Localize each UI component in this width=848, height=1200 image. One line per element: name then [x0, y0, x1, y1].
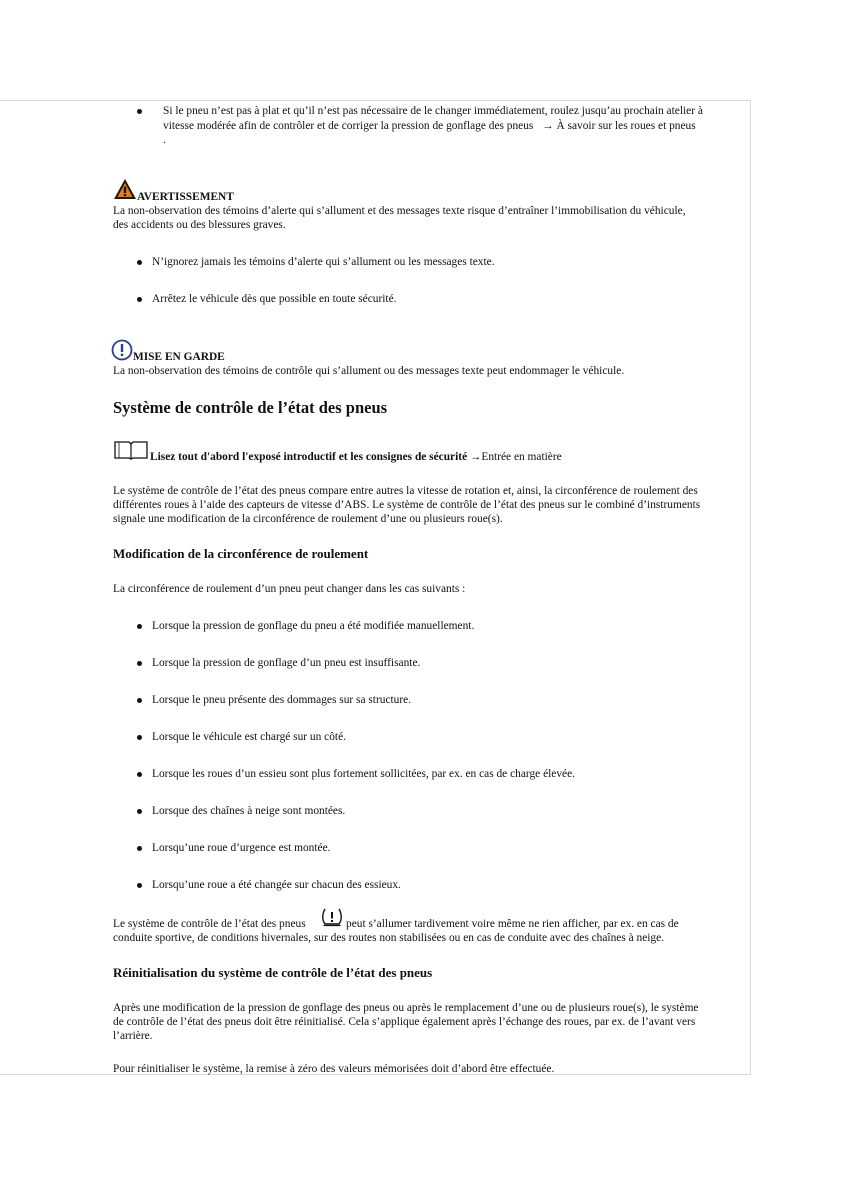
modification-bullet-text: Lorsque la pression de gonflage du pneu a été modifiée manuellement.	[152, 620, 475, 632]
modification-note-start: Le système de contrôle de l’état des pneus	[113, 918, 306, 930]
modification-bullet-text: Lorsque des chaînes à neige sont montées.	[152, 805, 346, 817]
warning-icon	[113, 178, 137, 200]
bullet-dot	[137, 109, 142, 114]
intro-bullet-line2	[163, 119, 696, 133]
caution-text: La non-observation des témoins de contrôle qui s’allument ou des messages texte peut endommager le véhicule.	[113, 365, 625, 377]
modification-bullet-text: Lorsque le véhicule est chargé sur un côté.	[152, 731, 346, 743]
read-first-text: Lisez tout d'abord l'exposé introductif et les consignes de sécurité	[150, 451, 468, 463]
bullet-dot	[137, 260, 142, 265]
bullet-dot	[137, 772, 142, 777]
section-heading: Système de contrôle de l’état des pneus	[113, 398, 388, 417]
bullet-dot	[137, 297, 142, 302]
bullet-dot	[137, 661, 142, 666]
bullet-dot	[137, 735, 142, 740]
bullet-dot	[137, 624, 142, 629]
caution-title: MISE EN GARDE	[133, 351, 225, 363]
section-intro-line2: différentes roues à l’aide des capteurs de vitesse d’ABS. Le système de contrôle de l’état des pneus sur le combiné d’instruments	[113, 499, 701, 511]
reset-para1-line3: l’arrière.	[113, 1030, 153, 1042]
read-first	[150, 450, 562, 464]
modification-note-end: peut s’allumer tardivement voire même ne rien afficher, par ex. en cas de	[346, 918, 679, 930]
warning-bullet-text: Arrêtez le véhicule dès que possible en toute sécurité.	[152, 293, 397, 305]
warning-title: AVERTISSEMENT	[137, 191, 234, 203]
warning-text-line2: des accidents ou des blessures graves.	[113, 219, 286, 231]
section-intro-line1: Le système de contrôle de l’état des pneus compare entre autres la vitesse de rotation et, ainsi, la circonférence de roulement des	[113, 485, 698, 497]
reset-heading: Réinitialisation du système de contrôle de l’état des pneus	[113, 965, 433, 980]
reset-para1-line1: Après une modification de la pression de gonflage des pneus ou après le remplacement d’une ou de plusieurs roue(s), le système	[113, 1002, 699, 1014]
intro-bullet-line2-text: vitesse modérée afin de contrôler et de corriger la pression de gonflage des pneus	[163, 120, 534, 132]
bullet-dot	[137, 846, 142, 851]
intro-bullet-line1: Si le pneu n’est pas à plat et qu’il n’est pas nécessaire de le changer immédiatement, roulez jusqu’au prochain atelier à	[163, 105, 703, 117]
modification-bullet-text: Lorsque la pression de gonflage d’un pneu est insuffisante.	[152, 657, 421, 669]
intro-bullet-line3: .	[163, 134, 166, 146]
tire-pressure-icon	[321, 907, 343, 927]
bullet-dot	[137, 883, 142, 888]
modification-bullet-text: Lorsqu’une roue d’urgence est montée.	[152, 842, 331, 854]
warning-bullet-text: N’ignorez jamais les témoins d’alerte qui s’allument ou les messages texte.	[152, 256, 495, 268]
caution-icon	[111, 339, 133, 361]
bullet-dot	[137, 809, 142, 814]
reset-para1-line2: de contrôle de l’état des pneus doit être réinitialisé. Cela s’applique également après l’échange des roues, par ex. de l’avant vers	[113, 1016, 696, 1028]
modification-note-line2: conduite sportive, de conditions hivernales, sur des routes non stabilisées ou en cas de conduite avec des chaînes à neige.	[113, 932, 665, 944]
book-icon	[113, 440, 149, 460]
modification-bullet-text: Lorsqu’une roue a été changée sur chacun des essieux.	[152, 879, 401, 891]
link-roues-pneus[interactable]: → À savoir sur les roues et pneus	[542, 120, 696, 132]
modification-heading: Modification de la circonférence de roulement	[113, 546, 369, 561]
warning-text-line1: La non-observation des témoins d’alerte qui s’allument et des messages texte risque d’entraîner l’immobilisation du véhicule,	[113, 205, 686, 217]
modification-intro: La circonférence de roulement d’un pneu peut changer dans les cas suivants :	[113, 583, 466, 595]
section-intro-line3: signale une modification de la circonférence de roulement d’une ou plusieurs roue(s).	[113, 513, 503, 525]
modification-bullet-text: Lorsque les roues d’un essieu sont plus fortement sollicitées, par ex. en cas de charge élevée.	[152, 768, 575, 780]
modification-bullet-text: Lorsque le pneu présente des dommages sur sa structure.	[152, 694, 412, 706]
link-entree-en-matiere[interactable]: →Entrée en matière	[469, 451, 562, 463]
reset-para2: Pour réinitialiser le système, la remise à zéro des valeurs mémorisées doit d’abord être effectuée.	[113, 1063, 555, 1075]
bullet-dot	[137, 698, 142, 703]
